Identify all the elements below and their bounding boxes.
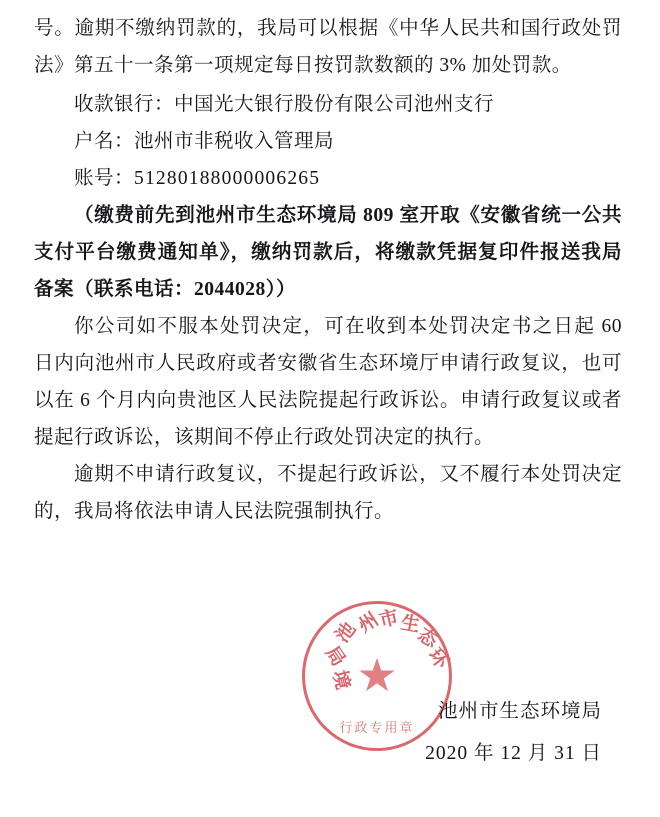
paragraph-payment-notice: （缴费前先到池州市生态环境局 809 室开取《安徽省统一公共支付平台缴费通知单》，缴纳罚款后，将缴款凭据复印件报送我局备案（联系电话：2044028））: [34, 205, 622, 300]
seal-bottom-text: 行政专用章: [339, 720, 415, 735]
paragraph-enforcement: 逾期不申请行政复议，不提起行政诉讼，又不履行本处罚决定的，我局将依法申请人民法院强制执行。: [34, 464, 622, 522]
seal-inner-ring: [305, 604, 453, 748]
paragraph-penalty-overdue: 号。逾期不缴纳罚款的，我局可以根据《中华人民共和国行政处罚法》第五十一条第一项规定每日按罚款数额的 3% 加处罚款。: [34, 18, 622, 76]
seal-arc-char-7: 局: [320, 642, 349, 671]
paragraph-appeal-rights: 你公司如不服本处罚决定，可在收到本处罚决定书之日起 60 日内向池州市人民政府或者安徽省生态环境厅申请行政复议，也可以在 6 个月内向贵池区人民法院提起行政诉讼。申请行政复议或者提起行政诉讼，该期间不停止行政处罚决定的执行。: [34, 316, 622, 448]
seal-arc-char-4: 生: [398, 612, 422, 637]
document-body: [34, 10, 622, 530]
seal-arc-char-3: 市: [377, 606, 401, 632]
issuing-authority: 池州市生态环境局: [437, 701, 602, 722]
issue-date: 2020 年 12 月 31 日: [425, 743, 602, 764]
account-number-value: 51280188000006265: [134, 168, 321, 189]
account-number-line: [34, 160, 622, 197]
seal-arc-char-6: 环: [423, 644, 453, 673]
official-seal-stamp: [302, 601, 452, 751]
account-name-line: 户名：池州市非税收入管理局: [74, 131, 335, 152]
bank-name-line: 收款银行：中国光大银行股份有限公司池州支行: [74, 94, 495, 115]
seal-arc-char-2: 州: [354, 609, 383, 638]
account-number-label: 账号：: [74, 168, 135, 189]
seal-arc-char-1: 池: [331, 618, 361, 647]
signature-area: [288, 606, 618, 779]
bank-info-block: [34, 86, 622, 197]
seal-star-icon: ★: [356, 650, 398, 701]
seal-arc-char-8: 境: [328, 668, 354, 692]
seal-arc-char-5: 态: [413, 624, 442, 653]
